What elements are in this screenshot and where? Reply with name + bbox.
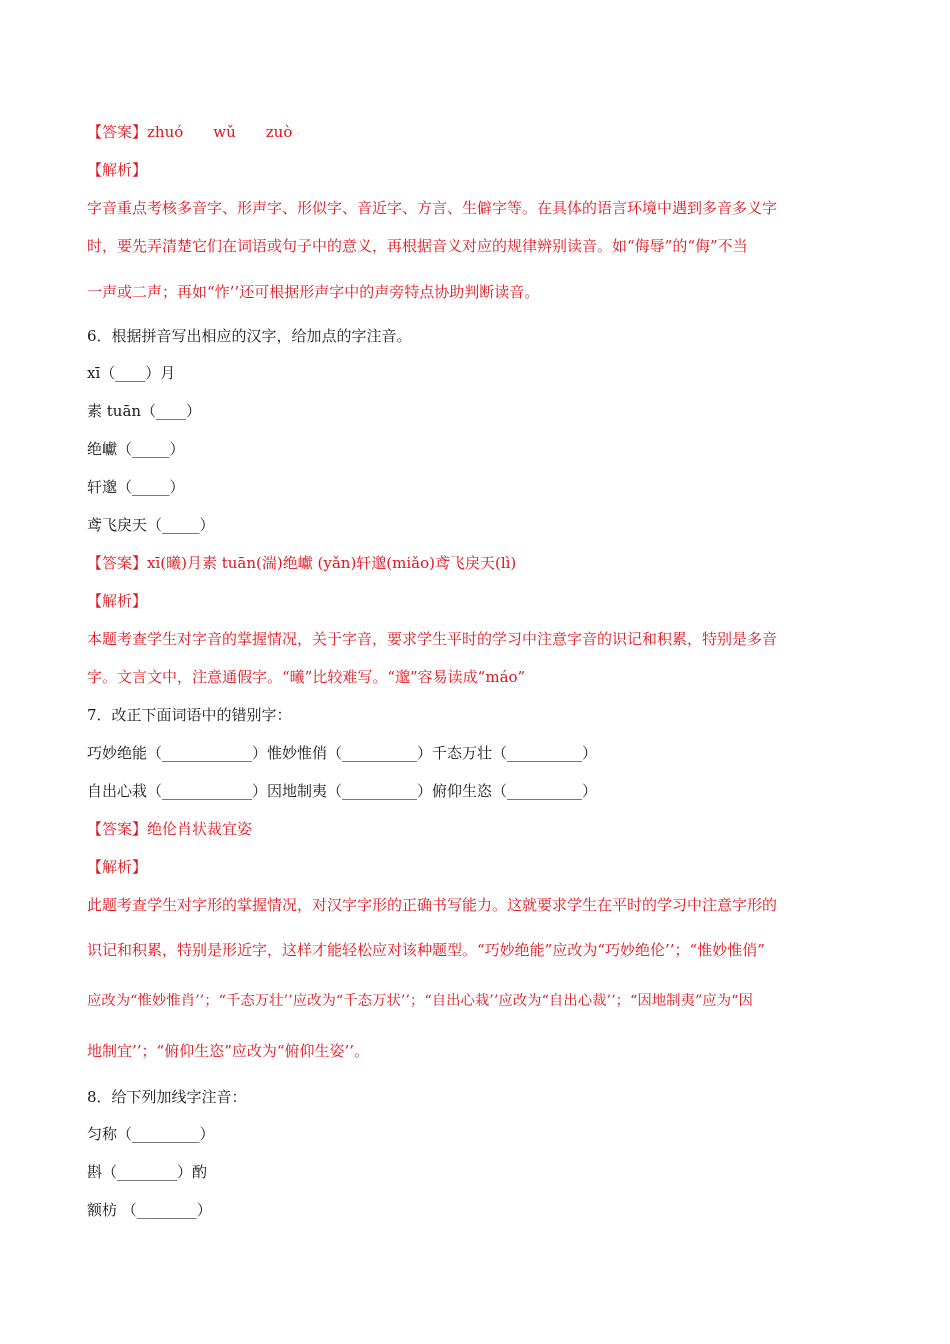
answer-text: 绝伦肖状裁宜姿 <box>147 820 253 838</box>
answer-item: zhuó <box>147 123 184 141</box>
q7-analysis-line: 地制宜’’；“俯仰生恣”应改为“俯仰生姿’’。 <box>87 1042 370 1060</box>
q6-title: 6．根据拼音写出相应的汉字，给加点的字注音。 <box>87 327 412 345</box>
q8-item: 斟（________）酌 <box>87 1163 208 1181</box>
q7-row: 巧妙绝能（____________）惟妙惟俏（__________）千态万壮（__________） <box>87 744 598 762</box>
q7-row: 自出心栽（____________）因地制夷（__________）俯仰生恣（__________） <box>87 782 598 800</box>
q5-analysis-line: 一声或二声；再如“怍’’还可根据形声字中的声旁特点协助判断读音。 <box>87 283 540 301</box>
answer-item: wǔ <box>213 123 236 141</box>
answer-item: zuò <box>265 123 293 141</box>
answer-label: 【答案】 <box>87 123 148 141</box>
q5-analysis-label: 【解析】 <box>87 161 148 179</box>
q6-analysis-line: 字。文言文中，注意通假字。“曦”比较难写。“邈”容易读成“máo” <box>87 668 526 686</box>
q6-analysis-line: 本题考查学生对字音的掌握情况，关于字音，要求学生平时的学习中注意字音的识记和积累，特别是多音 <box>87 630 778 648</box>
q6-item: 素 tuān（____） <box>87 402 202 420</box>
q8-item: 匀称（_________） <box>87 1125 215 1143</box>
q6-answer <box>87 553 516 573</box>
q5-analysis-line: 字音重点考核多音字、形声字、形似字、音近字、方言、生僻字等。在具体的语言环境中遇到多音多义字 <box>87 199 778 217</box>
q6-item: 绝巘（_____） <box>87 440 185 458</box>
q6-item: 轩邈（_____） <box>87 478 185 496</box>
answer-text: xī(曦)月素 tuān(湍)绝巘 (yǎn)轩邈(miǎo)鸢飞戾天(lì) <box>147 554 517 572</box>
paragraph-mark-icon: · <box>296 129 300 140</box>
q5-analysis-line: 时，要先弄清楚它们在词语或句子中的意义，再根据音义对应的规律辨别读音。如“侮辱”的“侮”不当 <box>87 237 748 255</box>
q8-title: 8．给下列加线字注音： <box>87 1088 247 1106</box>
q7-analysis-line: 应改为“惟妙惟肖’’；“千态万壮’’应改为“千态万状’’；“自出心栽’’应改为“自出心裁’’；“因地制夷”应为“因 <box>87 993 753 1009</box>
answer-label: 【答案】 <box>87 554 148 572</box>
q6-item: 鸢飞戾天（_____） <box>87 516 215 534</box>
q7-analysis-label: 【解析】 <box>87 858 148 876</box>
q6-analysis-label: 【解析】 <box>87 592 148 610</box>
q7-answer <box>87 819 252 839</box>
q7-analysis-line: 识记和积累，特别是形近字，这样才能轻松应对该种题型。“巧妙绝能”应改为“巧妙绝伦’’；“惟妙惟俏” <box>87 941 765 959</box>
q7-analysis-line: 此题考查学生对字形的掌握情况，对汉字字形的正确书写能力。这就要求学生在平时的学习中注意字形的 <box>87 896 778 914</box>
q6-item: xī（____）月 <box>87 364 176 382</box>
answer-label: 【答案】 <box>87 820 148 838</box>
q8-item: 额枋 （________） <box>87 1201 212 1219</box>
q5-answer <box>87 122 300 145</box>
q7-title: 7．改正下面词语中的错别字： <box>87 706 292 724</box>
